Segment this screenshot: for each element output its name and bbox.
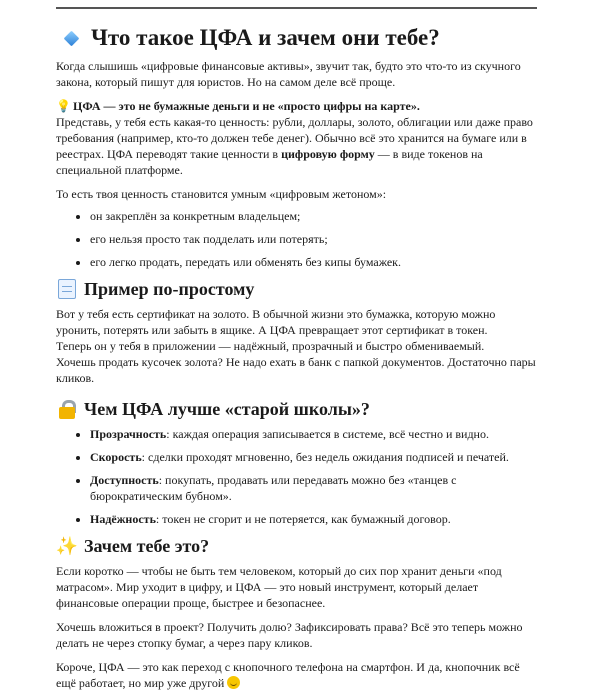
section-heading-better	[56, 398, 537, 420]
why-paragraph-1: Если коротко — чтобы не быть тем человеком, который до сих пор хранит деньги «под матрасом». Мир уходит в цифру, и ЦФА — это новый инструмент, который делает финансовые операции проще, быстрее и безопаснее.	[56, 564, 502, 610]
why-paragraph-3	[56, 659, 537, 691]
closing-text: Короче, ЦФА — это как переход с кнопочного телефона на смартфон. И да, кнопочник всё ещё работает, но мир уже другой	[56, 660, 520, 690]
section-heading-why	[56, 535, 537, 557]
top-divider	[56, 7, 537, 9]
advantage-term: Скорость	[90, 450, 142, 464]
page-title-text: Что такое ЦФА и зачем они тебе?	[91, 25, 440, 50]
why-paragraph-2: Хочешь вложиться в проект? Получить долю? Зафиксировать права? Всё это теперь можно делать не через стопку бумаг, а через пару кликов.	[56, 620, 523, 650]
token-intro: То есть твоя ценность становится умным «цифровым жетоном»:	[56, 187, 387, 201]
advantages-list	[56, 426, 537, 527]
advantage-term: Доступность	[90, 473, 159, 487]
example-paragraph: Вот у тебя есть сертификат на золото. В обычной жизни это бумажка, которую можно уронить, потерять или забыть в ящике. А ЦФА превращает этот сертификат в токен. Теперь он у тебя в приложении — надёжный, прозрачный и быстро обмениваемый. Хочешь продать кусочек золота? Не надо ехать в банк с папкой документов. Достаточно пары кликов.	[56, 307, 536, 385]
list-item	[90, 449, 537, 465]
document-body	[56, 58, 537, 699]
page-title	[56, 22, 440, 54]
page-document-icon	[56, 278, 78, 300]
blue-diamond-icon	[64, 30, 80, 46]
advantage-text: : сделки проходят мгновенно, без недель ожидания подписей и печатей.	[141, 450, 509, 464]
definition-bold-2: цифровую форму	[281, 147, 375, 161]
definition-text-2: — в виде токенов на специальной платформе.	[56, 147, 483, 177]
list-item: • его легко продать, передать или обменять без кипы бумажек.	[90, 254, 537, 270]
light-bulb-icon: 💡	[56, 99, 71, 113]
sparkles-icon: ✨	[55, 536, 79, 556]
section-heading-text: Пример по-простому	[84, 279, 255, 299]
advantage-text: : покупать, продавать или передавать можно без «танцев с бюрократическим бубном».	[90, 473, 457, 503]
list-item	[90, 511, 537, 527]
wink-smile-icon	[227, 676, 240, 689]
section-heading-text: Чем ЦФА лучше «старой школы»?	[84, 399, 370, 419]
definition-text-1: Представь, у тебя есть какая-то ценность: рубли, доллары, золото, облигации или даже право требования (например, кто-то должен тебе денег). Обычно всё это хранится на бумаге или в реестрах. ЦФА переводят такие ценности в	[56, 115, 533, 161]
advantage-term: Надёжность	[90, 512, 156, 526]
section-heading-text: Зачем тебе это?	[84, 536, 210, 556]
list-item: • его нельзя просто так подделать или потерять;	[90, 231, 537, 247]
list-item	[90, 426, 537, 442]
advantage-term: Прозрачность	[90, 427, 167, 441]
list-item	[90, 472, 537, 504]
advantage-text: : каждая операция записывается в системе, всё честно и видно.	[166, 427, 489, 441]
list-item: • он закреплён за конкретным владельцем;	[90, 208, 537, 224]
definition-bold: ЦФА — это не бумажные деньги и не «просто цифры на карте».	[73, 99, 420, 113]
definition-paragraph	[56, 98, 537, 178]
section-heading-example	[56, 278, 537, 300]
intro-paragraph: Когда слышишь «цифровые финансовые активы», звучит так, будто это что-то из скучного закона, который пишут для юристов. Но на самом деле всё проще.	[56, 59, 521, 89]
lock-with-key-icon	[56, 398, 78, 420]
advantage-text: : токен не сгорит и не потеряется, как бумажный договор.	[155, 512, 451, 526]
token-list	[56, 208, 537, 270]
